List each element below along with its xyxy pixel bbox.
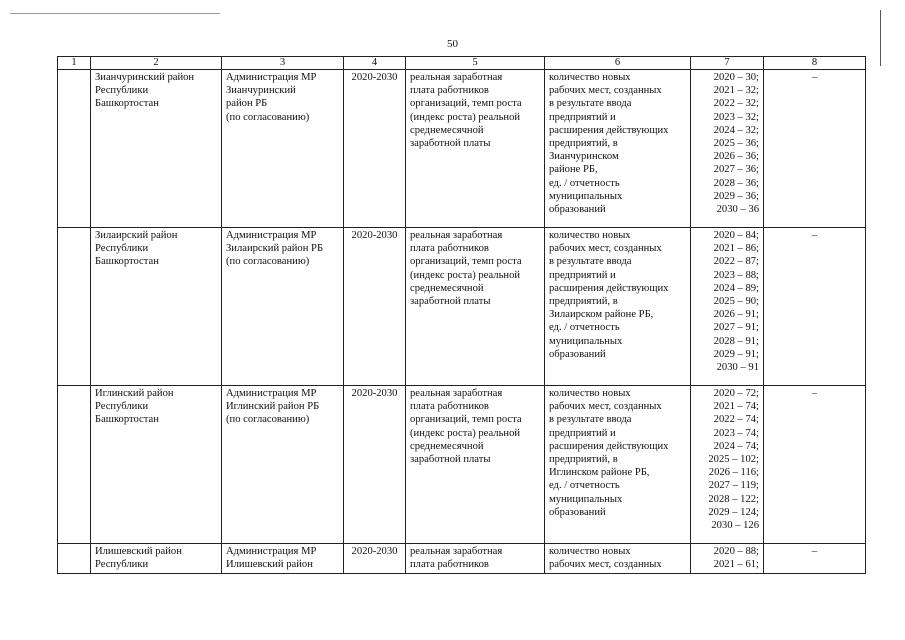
measure-cell: количество новых рабочих мест, созданных [545, 544, 691, 574]
notes-cell: – [764, 386, 866, 544]
header-col-6: 6 [545, 57, 691, 70]
district-cell: Зилаирский район Республики Башкортостан [91, 228, 222, 386]
years-cell: 2020-2030 [344, 544, 406, 574]
page-number: 50 [447, 38, 458, 50]
district-cell: Зианчуринский район Республики Башкортостан [91, 70, 222, 228]
table-row [58, 386, 866, 544]
row-number-cell [58, 228, 91, 386]
row-number-cell [58, 386, 91, 544]
indicator-cell: реальная заработная плата работников организаций, темп роста (индекс роста) реальной среднемесячной заработной платы [406, 228, 545, 386]
years-cell: 2020-2030 [344, 386, 406, 544]
executor-cell: Администрация МР Зианчуринский район РБ (по согласованию) [222, 70, 344, 228]
measure-cell: количество новых рабочих мест, созданных в результате ввода предприятий и расширения действующих предприятий, в Иглинском районе РБ, ед. / отчетность муниципальных образований [545, 386, 691, 544]
measure-cell: количество новых рабочих мест, созданных в результате ввода предприятий и расширения действующих предприятий, в Зианчуринском районе РБ, ед. / отчетность муниципальных образований [545, 70, 691, 228]
executor-cell: Администрация МР Иглинский район РБ (по согласованию) [222, 386, 344, 544]
header-col-4: 4 [344, 57, 406, 70]
table-row [58, 544, 866, 574]
indicator-cell: реальная заработная плата работников организаций, темп роста (индекс роста) реальной среднемесячной заработной платы [406, 70, 545, 228]
notes-cell: – [764, 70, 866, 228]
row-number-cell [58, 70, 91, 228]
target-values-cell: 2020 – 84; 2021 – 86; 2022 – 87; 2023 – 88; 2024 – 89; 2025 – 90; 2026 – 91; 2027 – 91; 2028 – 91; 2029 – 91; 2030 – 91 [691, 228, 764, 386]
target-values-cell: 2020 – 88; 2021 – 61; [691, 544, 764, 574]
header-col-5: 5 [406, 57, 545, 70]
measure-cell: количество новых рабочих мест, созданных в результате ввода предприятий и расширения действующих предприятий, в Зилаирском районе РБ, ед. / отчетность муниципальных образований [545, 228, 691, 386]
table-row [58, 228, 866, 386]
table-row [58, 70, 866, 228]
header-col-3: 3 [222, 57, 344, 70]
district-cell: Иглинский район Республики Башкортостан [91, 386, 222, 544]
header-col-1: 1 [58, 57, 91, 70]
executor-cell: Администрация МР Зилаирский район РБ (по согласованию) [222, 228, 344, 386]
indicator-cell: реальная заработная плата работников организаций, темп роста (индекс роста) реальной среднемесячной заработной платы [406, 386, 545, 544]
district-cell: Илишевский район Республики [91, 544, 222, 574]
header-col-7: 7 [691, 57, 764, 70]
header-col-8: 8 [764, 57, 866, 70]
scan-artifact-line [10, 13, 220, 14]
indicator-cell: реальная заработная плата работников [406, 544, 545, 574]
measures-table [57, 56, 866, 574]
executor-cell: Администрация МР Илишевский район [222, 544, 344, 574]
header-row [58, 57, 866, 70]
years-cell: 2020-2030 [344, 70, 406, 228]
years-cell: 2020-2030 [344, 228, 406, 386]
notes-cell: – [764, 544, 866, 574]
row-number-cell [58, 544, 91, 574]
notes-cell: – [764, 228, 866, 386]
target-values-cell: 2020 – 72; 2021 – 74; 2022 – 74; 2023 – 74; 2024 – 74; 2025 – 102; 2026 – 116; 2027 – 119; 2028 – 122; 2029 – 124; 2030 – 126 [691, 386, 764, 544]
target-values-cell: 2020 – 30; 2021 – 32; 2022 – 32; 2023 – 32; 2024 – 32; 2025 – 36; 2026 – 36; 2027 – 36; 2028 – 36; 2029 – 36; 2030 – 36 [691, 70, 764, 228]
header-col-2: 2 [91, 57, 222, 70]
